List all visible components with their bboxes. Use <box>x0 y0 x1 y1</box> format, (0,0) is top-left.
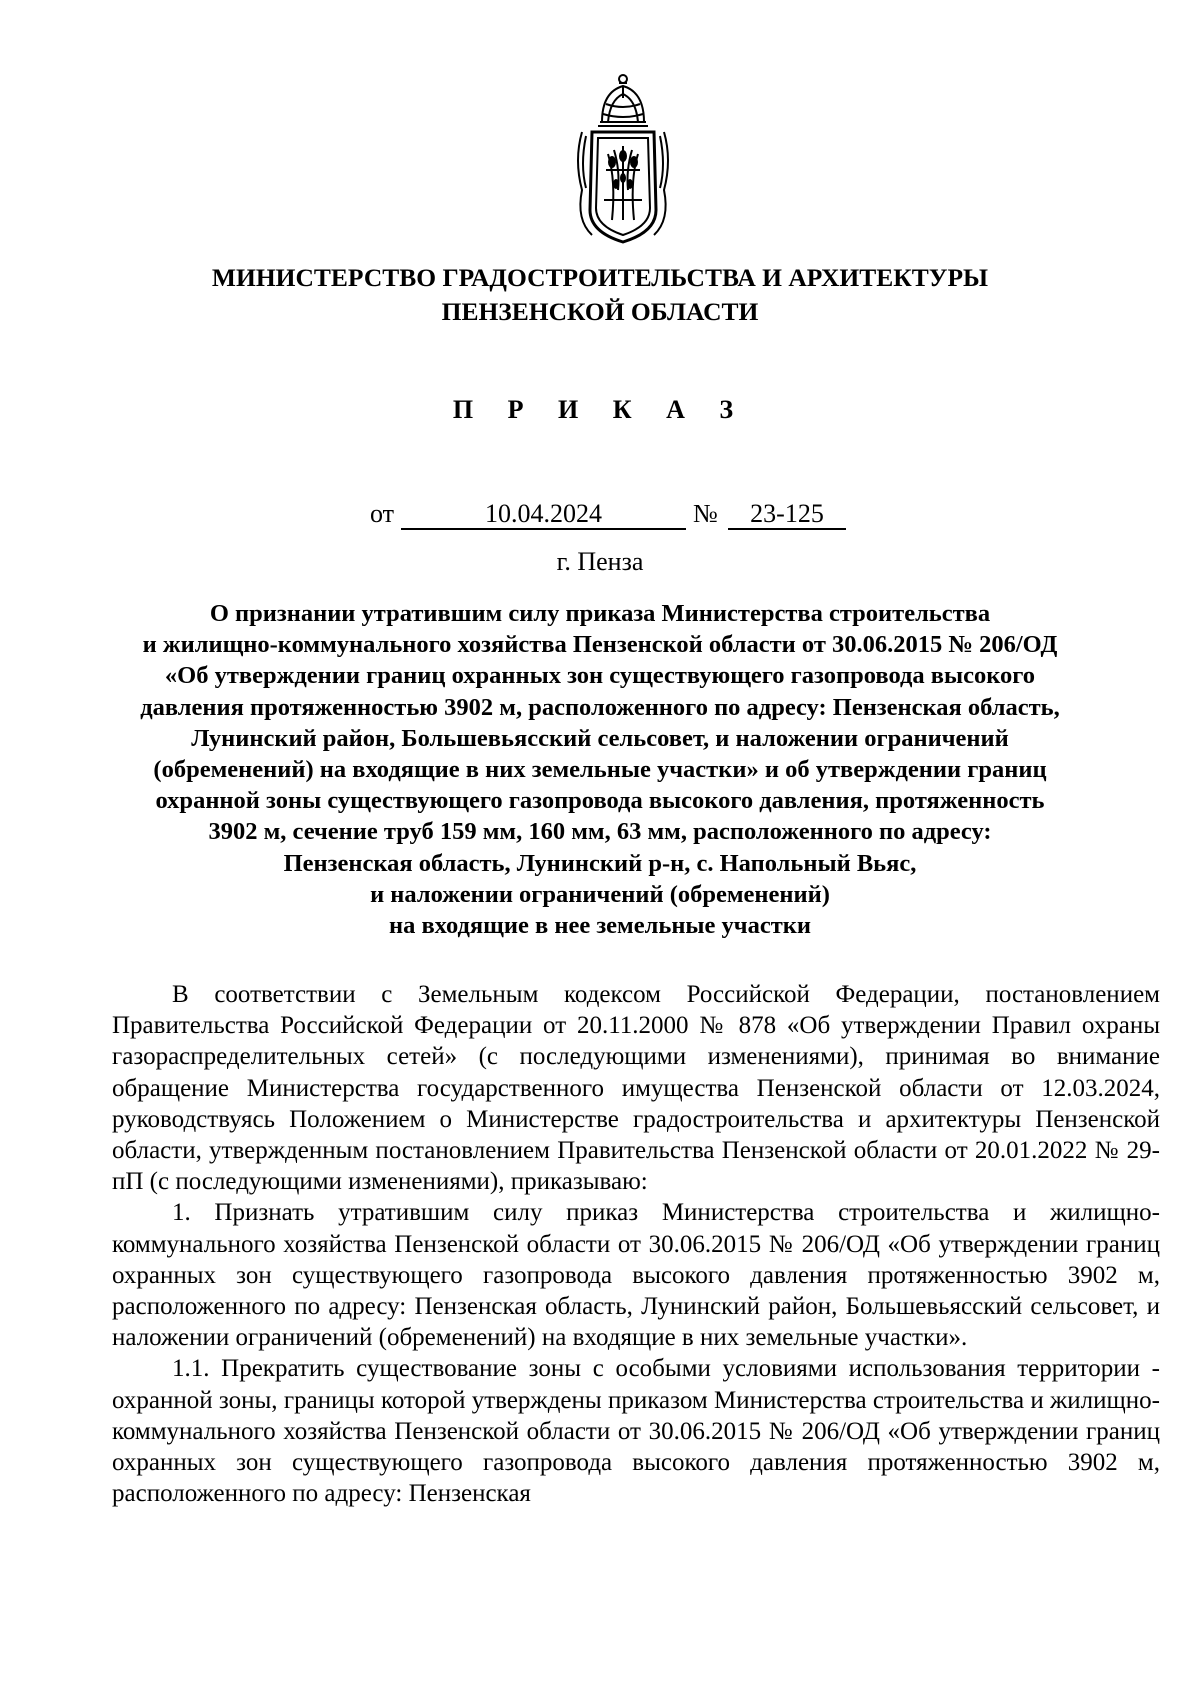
title-line: давления протяженностью 3902 м, расположенного по адресу: Пензенская область, <box>140 693 1060 721</box>
document-title <box>100 598 1100 941</box>
title-line: охранной зоны существующего газопровода высокого давления, протяженность <box>155 787 1045 815</box>
ministry-name <box>100 261 1100 329</box>
ministry-name-line1: МИНИСТЕРСТВО ГРАДОСТРОИТЕЛЬСТВА И АРХИТЕКТУРЫ <box>211 263 989 292</box>
coat-of-arms-emblem <box>572 70 674 250</box>
title-line: 3902 м, сечение труб 159 мм, 160 мм, 63 мм, расположенного по адресу: <box>208 818 992 846</box>
title-line: и наложении ограничений (обременений) <box>370 880 830 908</box>
document-body <box>112 979 1160 1509</box>
number-prefix: № <box>693 499 718 528</box>
title-line: О признании утратившим силу приказа Министерства строительства <box>209 600 991 627</box>
title-line: и жилищно-коммунального хозяйства Пензенской области от 30.06.2015 № 206/ОД <box>142 631 1058 659</box>
title-line: «Об утверждении границ охранных зон существующего газопровода высокого <box>164 662 1036 690</box>
city: г. Пенза <box>556 547 644 576</box>
title-line: Лунинский район, Большевьясский сельсовет, и наложении ограничений <box>191 724 1009 752</box>
date-prefix: от <box>370 499 395 528</box>
document-type-heading: П Р И К А З <box>452 395 748 424</box>
ministry-name-line2: ПЕНЗЕНСКОЙ ОБЛАСТИ <box>441 297 759 326</box>
title-line: на входящие в нее земельные участки <box>388 912 812 940</box>
item-1-paragraph: 1. Признать утратившим силу приказ Министерства строительства и жилищно-коммунального хозяйства Пензенской области от 30.06.2015 № 206/ОД «Об утверждении границ охранных зон существующего газопровода высокого давления протяженностью 3902 м, расположенного по адресу: Пензенская область, Лунинский район, Большевьясский сельсовет, и наложении ограничений (обременений) на входящие в них земельные участки». <box>112 1199 1160 1352</box>
item-1-1-paragraph: 1.1. Прекратить существование зоны с особыми условиями использования территории - охранной зоны, границы которой утверждены приказом Министерства строительства и жилищно-коммунального хозяйства Пензенской области от 30.06.2015 № 206/ОД «Об утверждении границ охранных зон существующего газопровода высокого давления протяженностью 3902 м, расположенного по адресу: Пензенская <box>112 1355 1160 1508</box>
document-number: 23-125 <box>728 497 846 530</box>
preamble-paragraph: В соответствии с Земельным кодексом Российской Федерации, постановлением Правительства Российской Федерации от 20.11.2000 № 878 «Об утверждении Правил охраны газораспределительных сетей» (с последующими изменениями), принимая во внимание обращение Министерства государственного имущества Пензенской области от 12.03.2024, руководствуясь Положением о Министерстве градостроительства и архитектуры Пензенской области, утвержденным постановлением Правительства Пензенской области от 20.01.2022 № 29-пП (с последующими изменениями), приказываю: <box>112 981 1160 1196</box>
title-line: (обременений) на входящие в них земельные участки» и об утверждении границ <box>153 756 1047 784</box>
title-line: Пензенская область, Лунинский р-н, с. Напольный Вьяс, <box>283 849 917 877</box>
document-date: 10.04.2024 <box>401 497 686 530</box>
